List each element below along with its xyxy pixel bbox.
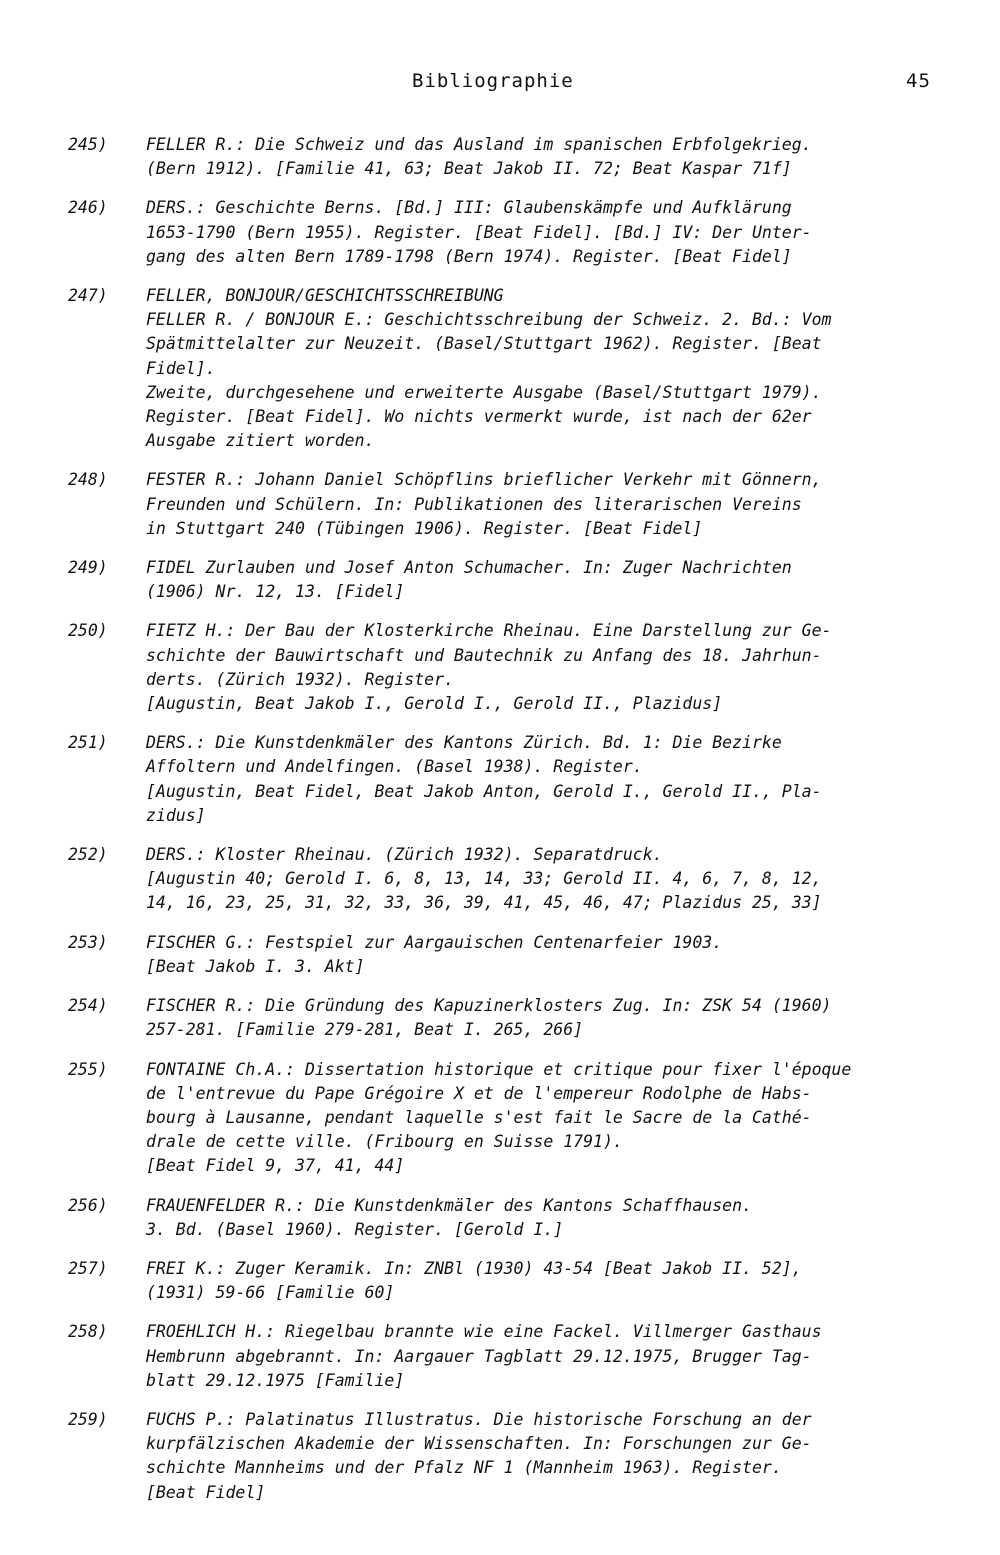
entry-line: FIDEL Zurlauben und Josef Anton Schumacher. In: Zuger Nachrichten [146,558,792,578]
entry-line: Fidel]. [146,358,216,378]
bibliography-entry [0,843,1000,916]
entry-line: (1931) 59-66 [Familie 60] [146,1283,395,1303]
entry-line: [Augustin, Beat Jakob I., Gerold I., Gerold II., Plazidus] [146,694,723,714]
entry-line: FUCHS P.: Palatinatus Illustratus. Die historische Forschung an der [146,1409,812,1429]
bibliography-entry [0,468,1000,541]
entry-number: 255) [68,1059,108,1079]
entry-number: 253) [68,932,108,952]
entry-number: 252) [68,845,108,865]
entry-line: [Augustin 40; Gerold I. 6, 8, 13, 14, 33; Gerold II. 4, 6, 7, 8, 12, [146,869,822,889]
entry-line: blatt 29.12.1975 [Familie] [146,1370,405,1390]
page-header [0,70,1000,98]
entry-line: Hembrunn abgebrannt. In: Aargauer Tagblatt 29.12.1975, Brugger Tag- [146,1346,812,1366]
entry-text [146,731,954,828]
entry-line: Affoltern und Andelfingen. (Basel 1938). Register. [146,757,643,777]
entry-line: gang des alten Bern 1789-1798 (Bern 1974). Register. [Beat Fidel] [146,246,792,266]
entry-text [146,994,954,1042]
entry-line: Ausgabe zitiert worden. [146,431,375,451]
entry-line: 257-281. [Familie 279-281, Beat I. 265, 266] [146,1020,584,1040]
entry-line: (Bern 1912). [Familie 41, 63; Beat Jakob II. 72; Beat Kaspar 71f] [146,159,792,179]
entry-line: FIETZ H.: Der Bau der Klosterkirche Rheinau. Eine Darstellung zur Ge- [146,621,832,641]
entry-line: bourg à Lausanne, pendant laquelle s'est fait le Sacre de la Cathé- [146,1107,812,1127]
bibliography-entry [0,284,1000,453]
entry-number: 258) [68,1322,108,1342]
entry-line: Zweite, durchgesehene und erweiterte Ausgabe (Basel/Stuttgart 1979). [146,382,822,402]
entry-line: in Stuttgart 240 (Tübingen 1906). Register. [Beat Fidel] [146,518,703,538]
entry-number: 259) [68,1409,108,1429]
entry-line: schichte der Bauwirtschaft und Bautechnik zu Anfang des 18. Jahrhun- [146,645,822,665]
entry-number: 249) [68,558,108,578]
entry-text [146,468,954,541]
entry-text [146,843,954,916]
entry-line: FRAUENFELDER R.: Die Kunstdenkmäler des Kantons Schaffhausen. [146,1195,752,1215]
entry-number: 256) [68,1195,108,1215]
entry-line: DERS.: Kloster Rheinau. (Zürich 1932). Separatdruck. [146,845,663,865]
entry-line: 3. Bd. (Basel 1960). Register. [Gerold I.] [146,1219,564,1239]
bibliography-list [0,133,1000,1520]
entry-text [146,1408,954,1505]
entry-line: 1653-1790 (Bern 1955). Register. [Beat Fidel]. [Bd.] IV: Der Unter- [146,222,812,242]
entry-line: FISCHER R.: Die Gründung des Kapuzinerklosters Zug. In: ZSK 54 (1960) [146,996,832,1016]
entry-line: FREI K.: Zuger Keramik. In: ZNBl (1930) 43-54 [Beat Jakob II. 52], [146,1258,802,1278]
entry-text [146,1320,954,1393]
bibliography-entry [0,556,1000,604]
entry-line: 14, 16, 23, 25, 31, 32, 33, 36, 39, 41, 45, 46, 47; Plazidus 25, 33] [146,893,822,913]
entry-line: FISCHER G.: Festspiel zur Aargauischen Centenarfeier 1903. [146,932,723,952]
entry-number: 251) [68,733,108,753]
entry-line: derts. (Zürich 1932). Register. [146,669,454,689]
entry-line: FELLER R. / BONJOUR E.: Geschichtsschreibung der Schweiz. 2. Bd.: Vom [146,310,832,330]
bibliography-entry [0,1194,1000,1242]
entry-line: [Augustin, Beat Fidel, Beat Jakob Anton, Gerold I., Gerold II., Pla- [146,781,822,801]
entry-line: DERS.: Die Kunstdenkmäler des Kantons Zürich. Bd. 1: Die Bezirke [146,733,782,753]
bibliography-entry [0,196,1000,269]
entry-line: Freunden und Schülern. In: Publikationen des literarischen Vereins [146,494,802,514]
entry-number: 257) [68,1258,108,1278]
entry-text [146,196,954,269]
page-title: Bibliographie [412,70,574,92]
bibliography-entry [0,1058,1000,1179]
entry-line: FONTAINE Ch.A.: Dissertation historique et critique pour fixer l'époque [146,1059,852,1079]
entry-text [146,931,954,979]
entry-text [146,284,954,453]
entry-number: 245) [68,135,108,154]
entry-line: schichte Mannheims und der Pfalz NF 1 (Mannheim 1963). Register. [146,1458,782,1478]
entry-line: drale de cette ville. (Fribourg en Suisse 1791). [146,1132,623,1152]
entry-line: kurpfälzischen Akademie der Wissenschaften. In: Forschungen zur Ge- [146,1434,812,1454]
entry-number: 254) [68,996,108,1016]
bibliography-entry [0,619,1000,716]
bibliography-entry [0,931,1000,979]
entry-line: FELLER, BONJOUR/GESCHICHTSSCHREIBUNG [146,286,504,306]
bibliography-entry [0,994,1000,1042]
entry-line: Register. [Beat Fidel]. Wo nichts vermerkt wurde, ist nach der 62er [146,407,812,427]
entry-line: zidus] [146,805,206,825]
entry-line: (1906) Nr. 12, 13. [Fidel] [146,582,405,602]
entry-number: 246) [68,198,108,218]
bibliography-entry [0,1257,1000,1305]
bibliography-entry [0,731,1000,828]
entry-number: 248) [68,470,108,490]
page-number: 45 [906,70,931,92]
entry-line: de l'entrevue du Pape Grégoire X et de l'empereur Rodolphe de Habs- [146,1083,812,1103]
entry-line: [Beat Fidel 9, 37, 41, 44] [146,1156,405,1176]
entry-number: 247) [68,286,108,306]
entry-line: Spätmittelalter zur Neuzeit. (Basel/Stuttgart 1962). Register. [Beat [146,334,822,354]
bibliography-entry [0,1408,1000,1505]
entry-line: FELLER R.: Die Schweiz und das Ausland im spanischen Erbfolgekrieg. [146,135,812,154]
entry-text [146,133,954,181]
entry-text [146,1058,954,1179]
entry-text [146,556,954,604]
entry-line: DERS.: Geschichte Berns. [Bd.] III: Glaubenskämpfe und Aufklärung [146,198,792,218]
entry-line: [Beat Jakob I. 3. Akt] [146,956,365,976]
bibliography-entry [0,133,1000,181]
entry-line: FROEHLICH H.: Riegelbau brannte wie eine Fackel. Villmerger Gasthaus [146,1322,822,1342]
entry-line: FESTER R.: Johann Daniel Schöpflins brieflicher Verkehr mit Gönnern, [146,470,822,490]
entry-line: [Beat Fidel] [146,1482,266,1502]
entry-text [146,1194,954,1242]
bibliography-entry [0,1320,1000,1393]
entry-text [146,619,954,716]
entry-text [146,1257,954,1305]
entry-number: 250) [68,621,108,641]
